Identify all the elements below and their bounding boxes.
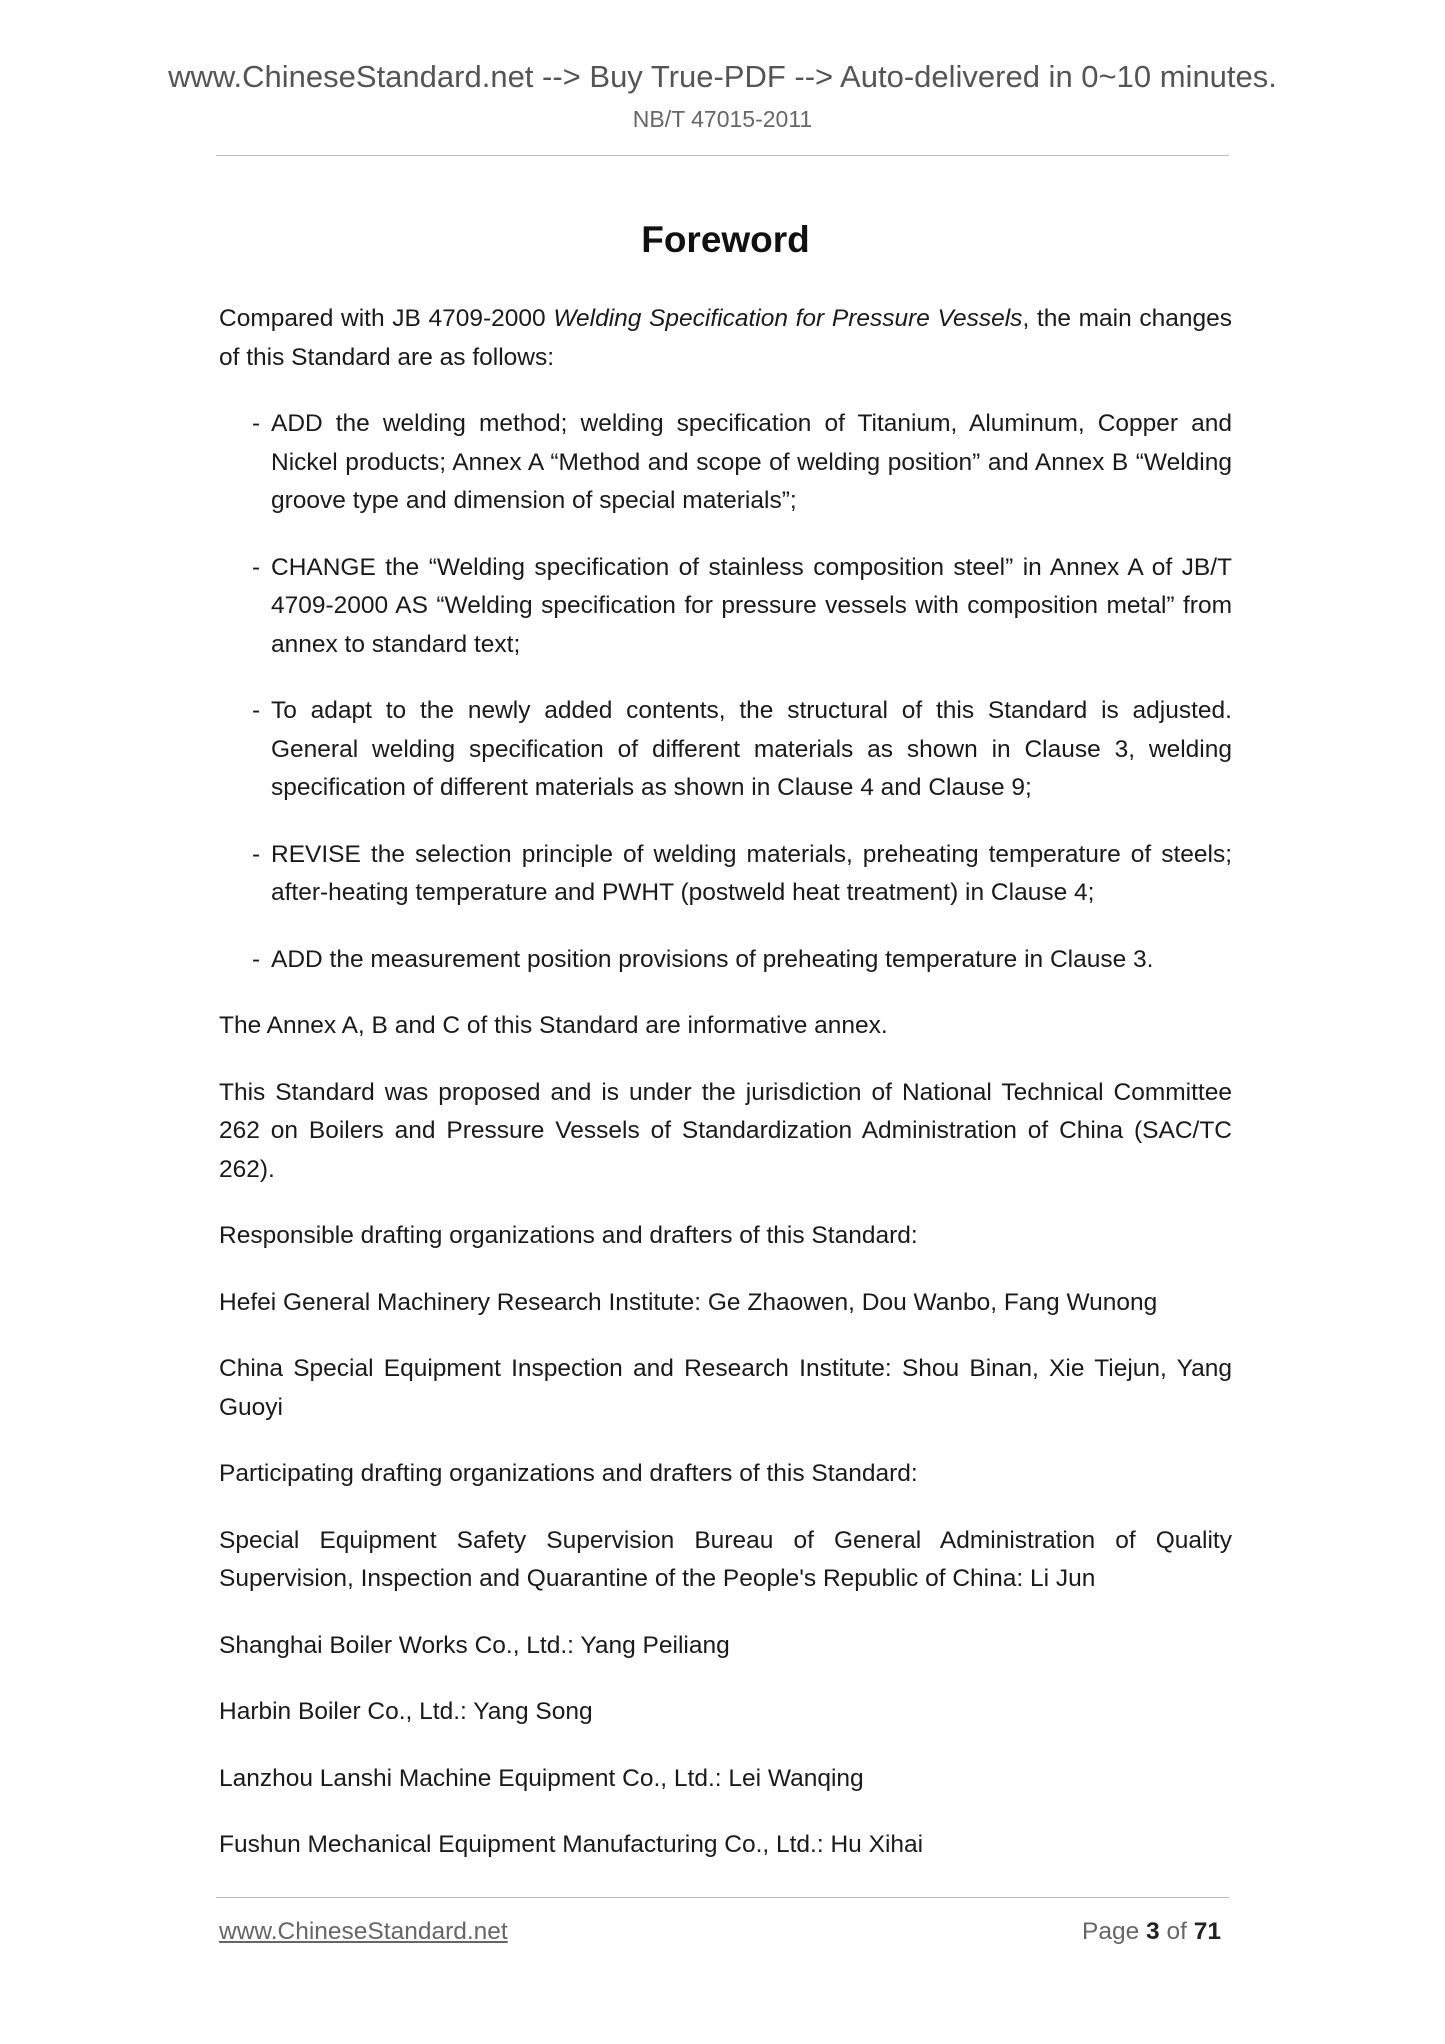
footer-site-link[interactable]: www.ChineseStandard.net: [219, 1918, 508, 1945]
change-item: [219, 549, 1232, 665]
current-page: 3: [1146, 1918, 1160, 1945]
drafter-entry: Hefei General Machinery Research Institute: Ge Zhaowen, Dou Wanbo, Fang Wunong: [219, 1288, 1158, 1316]
change-text: ADD the welding method; welding specification of Titanium, Aluminum, Copper and Nickel products; Annex A “Method and scope of welding position” and Annex B “Welding groove type and dimension of special materials”;: [271, 410, 1232, 514]
page-content: [219, 210, 1232, 1893]
page-label: Page: [1082, 1918, 1147, 1945]
site-banner: www.ChineseStandard.net --> Buy True-PDF --> Auto-delivered in 0~10 minutes.: [168, 59, 1277, 94]
change-text: To adapt to the newly added contents, the structural of this Standard is adjusted. General welding specification of different materials as shown in Clause 3, welding specification of different materials as shown in Clause 4 and Clause 9;: [271, 697, 1232, 801]
total-pages: 71: [1193, 1918, 1221, 1945]
annex-note: The Annex A, B and C of this Standard are informative annex.: [219, 1012, 888, 1039]
change-text: CHANGE the “Welding specification of stainless composition steel” in Annex A of JB/T 4709-2000 AS “Welding specification for pressure vessels with composition metal” from annex to standard text;: [271, 553, 1232, 658]
change-item: [219, 941, 1232, 980]
drafter-entry: China Special Equipment Inspection and Research Institute: Shou Binan, Xie Tiejun, Yang Guoyi: [219, 1355, 1232, 1421]
jurisdiction-paragraph: This Standard was proposed and is under the jurisdiction of National Technical Committee 262 on Boilers and Pressure Vessels of Standardization Administration of China (SAC/TC 262).: [219, 1078, 1232, 1183]
drafter-entry: Fushun Mechanical Equipment Manufacturing Co., Ltd.: Hu Xihai: [219, 1831, 924, 1858]
page-number: [1082, 1916, 1221, 1948]
drafter-entry: Shanghai Boiler Works Co., Ltd.: Yang Peiliang: [219, 1631, 730, 1659]
referenced-standard-title: Welding Specification for Pressure Vessels: [553, 305, 1023, 332]
list-bullet: -: [252, 840, 261, 868]
standard-code: NB/T 47015-2011: [632, 106, 813, 132]
intro-suffix: , the main changes of this Standard are as follows:: [219, 305, 1232, 371]
list-bullet: -: [252, 410, 261, 437]
list-bullet: -: [252, 945, 261, 973]
participating-drafters-heading: Participating drafting organizations and drafters of this Standard:: [219, 1460, 918, 1487]
change-text: REVISE the selection principle of welding materials, preheating temperature of steels; after-heating temperature and PWHT (postweld heat treatment) in Clause 4;: [271, 840, 1232, 906]
change-text: ADD the measurement position provisions of preheating temperature in Clause 3.: [271, 945, 1154, 973]
page-title: Foreword: [641, 219, 810, 260]
list-bullet: -: [252, 553, 261, 581]
header-divider: [216, 155, 1229, 156]
drafter-entry: Special Equipment Safety Supervision Bureau of General Administration of Quality Supervision, Inspection and Quarantine of the People's Republic of China: Li Jun: [219, 1526, 1232, 1592]
intro-prefix: Compared with JB 4709-2000: [219, 305, 554, 332]
change-item: [219, 405, 1232, 521]
list-bullet: -: [252, 697, 261, 724]
intro-paragraph: [219, 300, 1232, 377]
responsible-drafters-heading: Responsible drafting organizations and drafters of this Standard:: [219, 1222, 918, 1249]
drafter-entry: Harbin Boiler Co., Ltd.: Yang Song: [219, 1698, 593, 1725]
change-item: [219, 836, 1232, 913]
change-item: [219, 692, 1232, 808]
footer-divider: [216, 1897, 1229, 1898]
drafter-entry: Lanzhou Lanshi Machine Equipment Co., Ltd.: Lei Wanqing: [219, 1764, 864, 1792]
page-separator: of: [1159, 1918, 1194, 1945]
